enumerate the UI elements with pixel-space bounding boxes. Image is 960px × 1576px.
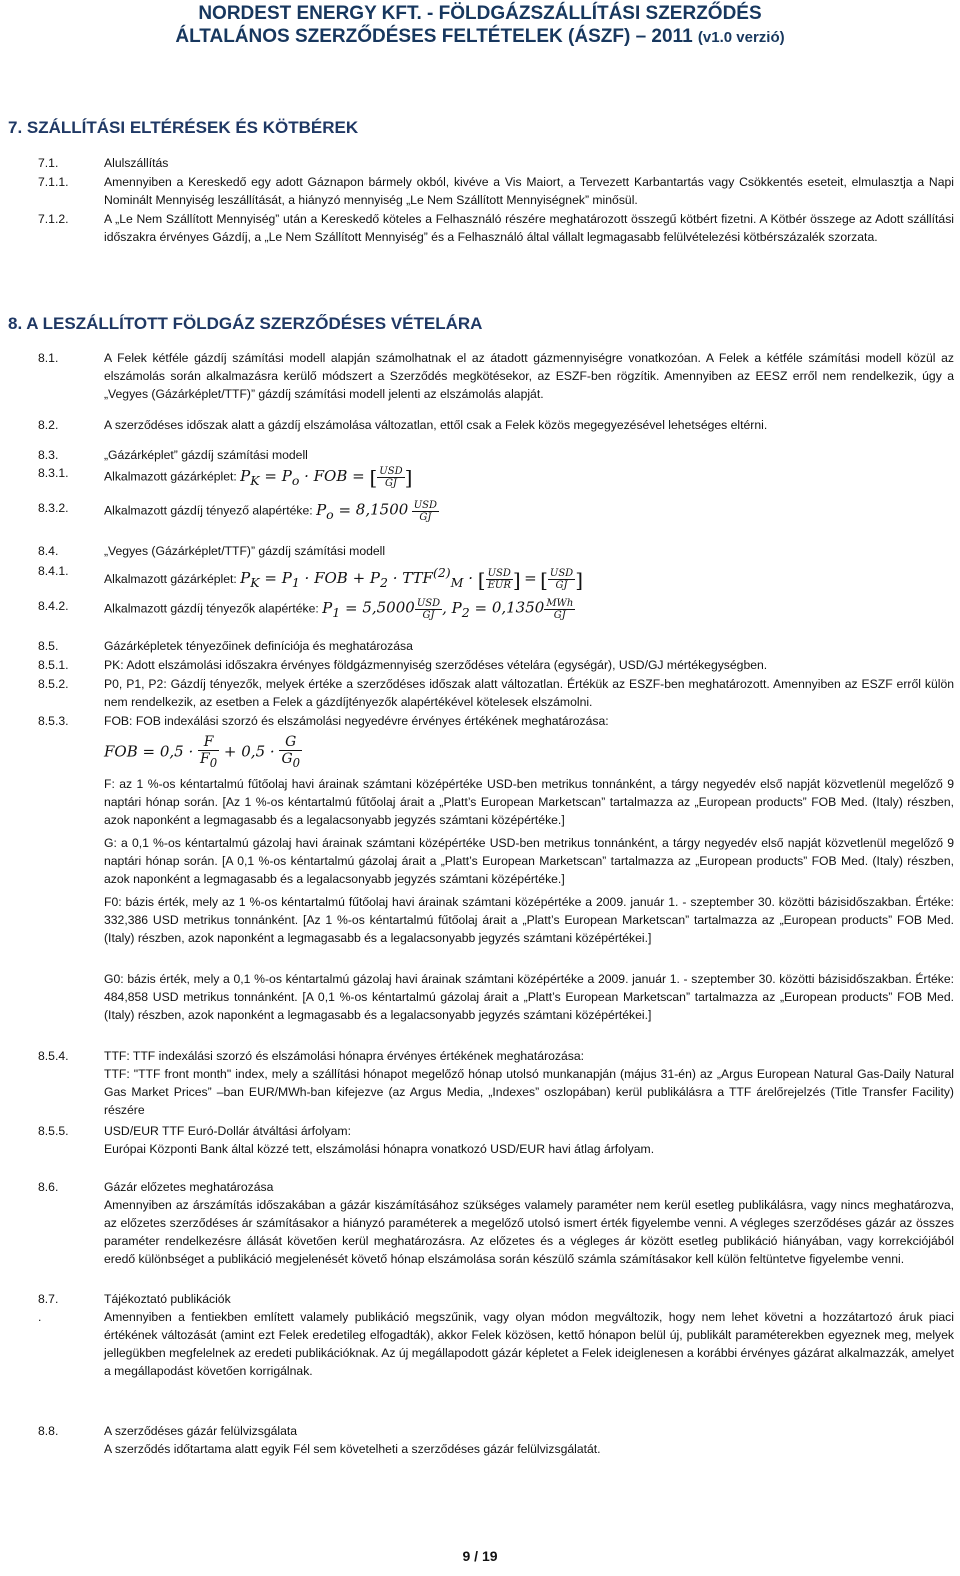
item-number: 8.5.2. xyxy=(38,677,69,691)
fob-formula: FOB = 0,5 · $\frac{F}{F_0}$ + 0,5 · $\frac{G}{G_0}$ xyxy=(104,734,301,770)
item-number: 8.1. xyxy=(38,351,59,365)
def-G: G: a 0,1 %-os kéntartalmú gázolaj havi árainak számtani középértéke USD-ben metrikus tonnánként, a tárgy negyedév első napját közvetlenül megelőző 9 naptári hónap során. [A 0,1 %-os kéntartalmú gázolaj árait a „Platt’s European Marketscan” tartalmazza az „European products” FOB Med. (Italy) részben, azok naponként a legmagasabb és a legalacsonyabb jegyzés számtani középértéke.] xyxy=(104,836,954,886)
item-text: Alulszállítás xyxy=(104,156,169,170)
item-number: 7.1.1. xyxy=(38,175,69,189)
item-number: 8.3.2. xyxy=(38,501,69,515)
item-text: Gázár előzetes meghatározása xyxy=(104,1180,274,1194)
item-number: 8.6. xyxy=(38,1180,59,1194)
item-number: . xyxy=(38,1310,42,1324)
item-text: Amennyiben a Kereskedő egy adott Gáznapon bármely okból, kivéve a Vis Maiort, a Tervezett Karbantartás vagy Csökkentés eseteit, elmulasztja a Napi Nominált Mennyiség leszállítását, a hiányzó mennyiség „Le Nem Szállított Mennyiségnek” minősül. xyxy=(104,175,954,207)
item-text: P0, P1, P2: Gázdíj tényezők, melyek értéke a szerződéses időszak alatt változatlan. Értékük az ESZF-ben meghatározott. Amennyiben az ESZF erről külön nem rendelkezik, az esetben a Felek a gázdíjtényezők alapértékével kötelesek elszámolni. xyxy=(104,677,954,709)
item-text: Gázárképletek tényezőinek definíciója és meghatározása xyxy=(104,639,413,653)
item-text: FOB: FOB indexálási szorzó és elszámolási negyedévre érvényes értékének meghatározása: xyxy=(104,714,609,728)
item-text: A szerződés időtartama alatt egyik Fél sem követelheti a szerződéses gázár felülvizsgálatát. xyxy=(104,1442,601,1456)
item-text: „Gázárképlet” gázdíj számítási modell xyxy=(104,448,308,462)
def-G0: G0: bázis érték, mely a 0,1 %-os kéntartalmú gázolaj havi árainak számtani középértéke a 2009. január 1. - szeptember 30. közötti bázisidőszakban. Értéke: 484,858 USD metrikus tonnánként. [A 0,1 %-os kéntartalmú gázolaj árait a „Platt’s European Marketscan” tartalmazza az „European products” FOB Med. (Italy) részben, azok naponként a legmagasabb és a legalacsonyabb jegyzés számtani középértékei.] xyxy=(104,972,954,1022)
section-7-title: 7. SZÁLLÍTÁSI ELTÉRÉSEK ÉS KÖTBÉREK xyxy=(8,118,359,137)
item-text: TTF: "TTF front month" index, mely a szállítási hónapot megelőző hónap utolsó munkanapján (május 31-én) az „Argus European Natural Gas-Daily Natural Gas Market Prices” –ban EUR/MWh-ban kifejezve (az Argus Media, „Indexes” oszlopában) kerül publikálásra a TTF árelőrejelzés (Title Transfer Facility) részére xyxy=(104,1067,954,1117)
item-text: Európai Központi Bank által közzé tett, elszámolási hónapra vonatkozó USD/EUR havi átlag árfolyam. xyxy=(104,1142,655,1156)
item-number: 8.2. xyxy=(38,418,59,432)
def-F: F: az 1 %-os kéntartalmú fűtőolaj havi árainak számtani középértéke USD-ben metrikus tonnánként, a tárgy negyedév első napját közvetlenül megelőző 9 naptári hónap során. [Az 1 %-os kéntartalmú fűtőolaj árait a „Platt’s European Marketscan” tartalmazza az „European products” FOB Med. (Italy) részben, azok naponként a legmagasabb és a legalacsonyabb jegyzés számtani középértéke.] xyxy=(104,777,954,827)
formula-842: Alkalmazott gázdíj tényezők alapértéke: $P_1 = 5,5000$ $\frac{\text{USD}}{GJ}$ , $P_2 = 0,1350$ $\frac{\text{MWh}}{GJ}$ xyxy=(104,598,574,621)
item-number: 8.5.3. xyxy=(38,714,69,728)
header-line2: ÁLTALÁNOS SZERZŐDÉSES FELTÉTELEK (ÁSZF) – 2011 (v1.0 verzió) xyxy=(175,26,785,47)
item-number: 7.1.2. xyxy=(38,212,69,226)
item-number: 8.5.4. xyxy=(38,1049,69,1063)
item-text: Amennyiben az árszámítás időszakában a gázár kiszámításához szükséges valamely paraméter nem kerül esetleg publikálásra, vagy nincs meghatározva, az előzetes szerződéses ár számításakor a hiányzó paraméterek a megelőző utolsó ismert érték figyelembe venni. A végleges szerződéses gázár az összes paraméter rendelkezésre állását követően kerül meghatározásra. Az előzetes és a végleges ár között esetleg publikáció hiányában, vagy korrekciójából eredő különbséget a publikáció megjelenését követő hónap elszámolása során készülő számla számításakor kell külön feltüntetve figyelembe venni. xyxy=(104,1198,954,1266)
formula-832: Alkalmazott gázdíj tényező alapértéke: $P_o = 8,1500$ $\frac{\text{USD}}{GJ}$ xyxy=(104,500,437,523)
item-text: PK: Adott elszámolási időszakra érvényes földgázmennyiség szerződéses vételára (egységár), USD/GJ mértékegységben. xyxy=(104,658,768,672)
item-number: 8.3.1. xyxy=(38,466,69,480)
item-text: Amennyiben a fentiekben említett valamely publikáció megszűnik, vagy olyan módon megváltozik, hogy nem lehet követni a hozzátartozó áruk piaci értékének változását (amint ezt Felek eredetileg elfogadták), akkor Felek közösen, kettő hónapon belül új, publikált paraméterekben egyeznek meg, melyek jellegükben megfelelnek az eredeti publikációknak. Az új megállapodott gázár képletet a Felek ideiglenesen a korábbi érvényes gázárat alkalmazzák, amelyet a megállapodást követően korrigálnak. xyxy=(104,1310,954,1378)
document-header xyxy=(0,2,960,49)
formula-831: Alkalmazott gázárképlet: $P_K = P_o$ · FOB = [ $\frac{\text{USD}}{GJ}$ ] xyxy=(104,465,413,490)
item-number: 8.5.1. xyxy=(38,658,69,672)
page-number: 9 / 19 xyxy=(462,1548,498,1564)
item-text: TTF: TTF indexálási szorzó és elszámolási hónapra érvényes értékének meghatározása: xyxy=(104,1049,585,1063)
item-text: USD/EUR TTF Euró-Dollár átváltási árfolyam: xyxy=(104,1124,351,1138)
item-number: 8.8. xyxy=(38,1424,59,1438)
item-number: 8.4. xyxy=(38,544,59,558)
item-number: 8.7. xyxy=(38,1292,59,1306)
item-number: 8.3. xyxy=(38,448,59,462)
formula-841: Alkalmazott gázárképlet: $P_K = P_1$ · FOB + $P_2 \cdot TTF^{(2)}_M$ · [ $\frac{\text{USD}}{\text{EUR}}$ ] = [ $\frac{\text{USD}}{GJ}$ ] xyxy=(104,565,583,592)
item-number: 8.5.5. xyxy=(38,1124,69,1138)
item-text: Tájékoztató publikációk xyxy=(104,1292,231,1306)
item-text: A Felek kétféle gázdíj számítási modell alapján számolhatnak el az átadott gázmennyiségre vonatkozóan. A Felek a kétféle számítási modell közül az elszámolás során alkalmazásra kerülő módszert a Szerződés megkötésekor, az ESZF-ben rögzítik. Amennyiben az EESZ erről nem rendelkezik, úgy a „Vegyes (Gázárképlet/TTF)” gázdíj számítási modell jelenti az elszámolás alapját. xyxy=(104,351,954,401)
item-text: „Vegyes (Gázárképlet/TTF)” gázdíj számítási modell xyxy=(104,544,386,558)
item-number: 7.1. xyxy=(38,156,59,170)
header-line1: NORDEST ENERGY KFT. - FÖLDGÁZSZÁLLÍTÁSI SZERZŐDÉS xyxy=(198,3,762,24)
section-8-title: 8. A LESZÁLLÍTOTT FÖLDGÁZ SZERZŐDÉSES VÉTELÁRA xyxy=(8,314,483,333)
item-text: A szerződéses gázár felülvizsgálata xyxy=(104,1424,298,1438)
item-text: A szerződéses időszak alatt a gázdíj elszámolása változatlan, ettől csak a Felek közös megegyezésével lehetséges eltérni. xyxy=(104,418,768,432)
item-number: 8.5. xyxy=(38,639,59,653)
item-text: A „Le Nem Szállított Mennyiség” után a Kereskedő köteles a Felhasználó részére meghatározott összegű kötbért fizetni. A Kötbér összege az Adott szállítási időszakra érvényes Gázdíj, a „Le Nem Szállított Mennyiség” és a Felhasználó által vállalt legmagasabb felülvételezési kötbérszázalék szorzata. xyxy=(104,212,954,244)
item-number: 8.4.1. xyxy=(38,564,69,578)
item-number: 8.4.2. xyxy=(38,599,69,613)
def-F0: F0: bázis érték, mely az 1 %-os kéntartalmú fűtőolaj havi árainak számtani középértéke a 2009. január 1. - szeptember 30. közötti bázisidőszakban. Értéke: 332,386 USD metrikus tonnánként. [Az 1 %-os kéntartalmú fűtőolaj árait a „Platt’s European Marketscan” tartalmazza az „European products” FOB Med. (Italy) részben, azok naponként a legmagasabb és a legalacsonyabb jegyzés számtani középértékei.] xyxy=(104,895,954,945)
